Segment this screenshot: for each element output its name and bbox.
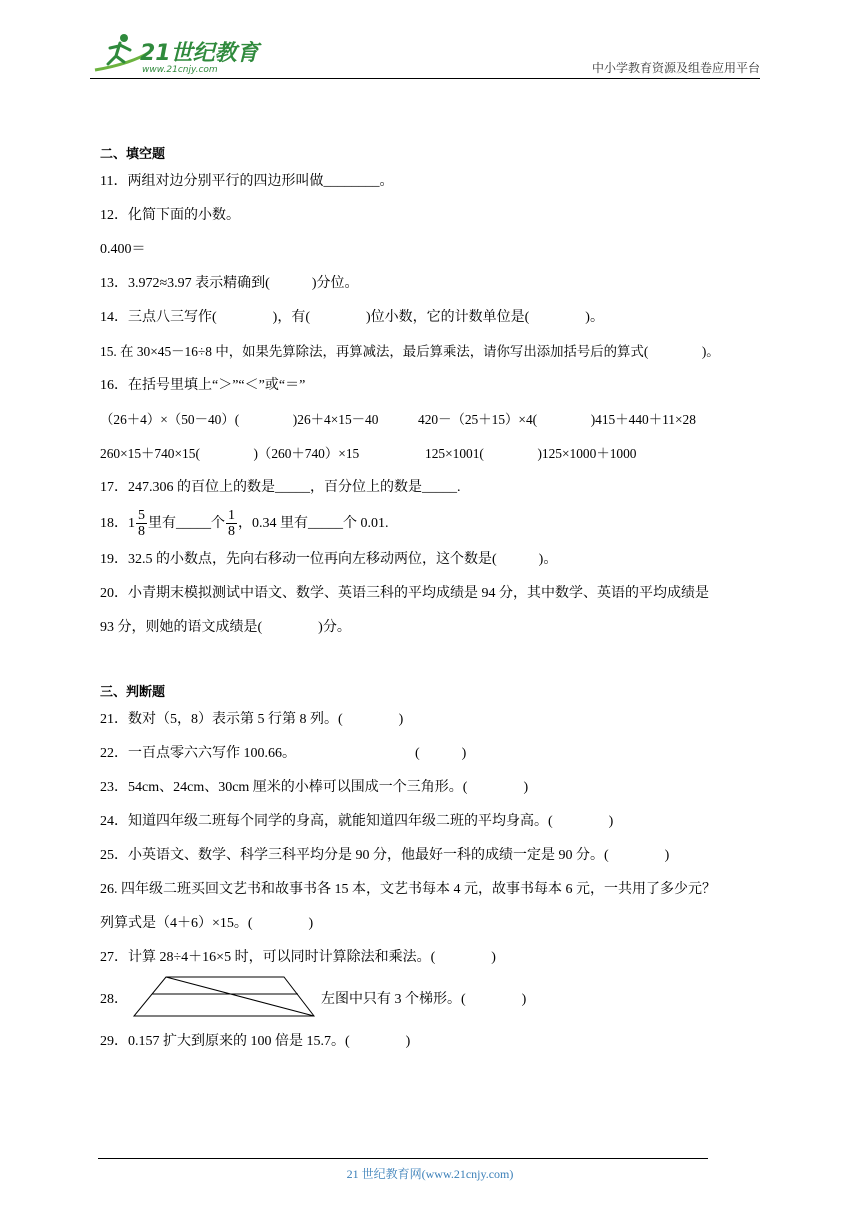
fraction-one-eighth [226, 508, 237, 539]
question-18-prefix: 18．1 [100, 516, 135, 531]
fraction-five-eighths [136, 508, 147, 539]
page-header [90, 30, 760, 79]
question-12: 12．化简下面的小数。 [100, 208, 240, 223]
fraction-numerator: 1 [228, 508, 235, 524]
question-28 [100, 975, 765, 1025]
question-28-number: 28． [100, 992, 128, 1007]
fraction-denominator: 8 [138, 524, 145, 540]
question-16-item-2: 420－（25＋15）×4( )415＋440＋11×28 [418, 412, 696, 427]
question-11: 11．两组对边分别平行的四边形叫做________。 [100, 174, 394, 189]
question-12-item: 0.400＝ [100, 242, 146, 257]
question-28-text: 左图中只有 3 个梯形。( ) [321, 992, 527, 1007]
question-24: 24．知道四年级二班每个同学的身高，就能知道四年级二班的平均身高。( ) [100, 814, 614, 829]
header-platform-text: 中小学教育资源及组卷应用平台 [591, 61, 760, 75]
question-20-line-2: 93 分，则她的语文成绩是( )分。 [100, 620, 351, 635]
question-15: 15. 在 30×45－16÷8 中，如果先算除法，再算减法，最后算乘法，请你写出添加括号后的算式( )。 [100, 344, 720, 359]
question-16-item-1: （26＋4）×（50－40）( )26＋4×15－40 [100, 412, 379, 427]
question-27: 27．计算 28÷4＋16×5 时，可以同时计算除法和乘法。( ) [100, 950, 496, 965]
question-17: 17．247.306 的百位上的数是_____，百分位上的数是_____. [100, 480, 461, 495]
trapezoid-figure [132, 975, 317, 1019]
question-16-row-2 [100, 437, 765, 471]
logo-title: 21世纪教育 [140, 41, 259, 66]
question-18-middle: 里有_____个 [148, 516, 225, 531]
fraction-numerator: 5 [138, 508, 145, 524]
fraction-denominator: 8 [228, 524, 235, 540]
question-26-line-2: 列算式是（4＋6）×15。( ) [100, 916, 314, 931]
section-gap [100, 645, 765, 683]
logo-url: www.21cnjy.com [142, 65, 218, 75]
question-29: 29．0.157 扩大到原来的 100 倍是 15.7。( ) [100, 1034, 411, 1049]
question-22: 22．一百点零六六写作 100.66。 ( ) [100, 746, 467, 761]
question-18 [100, 505, 765, 543]
logo-icon [90, 30, 265, 76]
question-20-line-1: 20．小青期末模拟测试中语文、数学、英语三科的平均成绩是 94 分，其中数学、英语的平均成绩是 [100, 586, 709, 601]
section-title-true-false: 三、判断题 [100, 685, 166, 700]
question-16-item-4: 125×1001( )125×1000＋1000 [425, 446, 637, 461]
question-16-row-1 [100, 403, 765, 437]
question-18-suffix: ，0.34 里有_____个 0.01. [238, 516, 389, 531]
section-title-fill-blank: 二、填空题 [100, 147, 166, 162]
question-25: 25．小英语文、数学、科学三科平均分是 90 分，他最好一科的成绩一定是 90 分。( ) [100, 848, 670, 863]
question-21: 21．数对（5，8）表示第 5 行第 8 列。( ) [100, 712, 404, 727]
question-13: 13．3.972≈3.97 表示精确到( )分位。 [100, 276, 359, 291]
question-14: 14．三点八三写作( )，有( )位小数，它的计数单位是( )。 [100, 310, 604, 325]
footer-text: 21 世纪教育网(www.21cnjy.com) [346, 1167, 514, 1181]
question-26-line-1: 26. 四年级二班买回文艺书和故事书各 15 本，文艺书每本 4 元，故事书每本 6 元，一共用了多少元？ [100, 882, 716, 897]
footer-divider [98, 1158, 708, 1159]
question-16: 16．在括号里填上“＞”“＜”或“＝” [100, 378, 306, 393]
question-19: 19．32.5 的小数点，先向右移动一位再向左移动两位，这个数是( )。 [100, 552, 558, 567]
question-23: 23．54cm、24cm、30cm 厘米的小棒可以围成一个三角形。( ) [100, 780, 529, 795]
question-16-item-3: 260×15＋740×15( )（260＋740）×15 [100, 446, 360, 461]
document-body [100, 145, 765, 1059]
